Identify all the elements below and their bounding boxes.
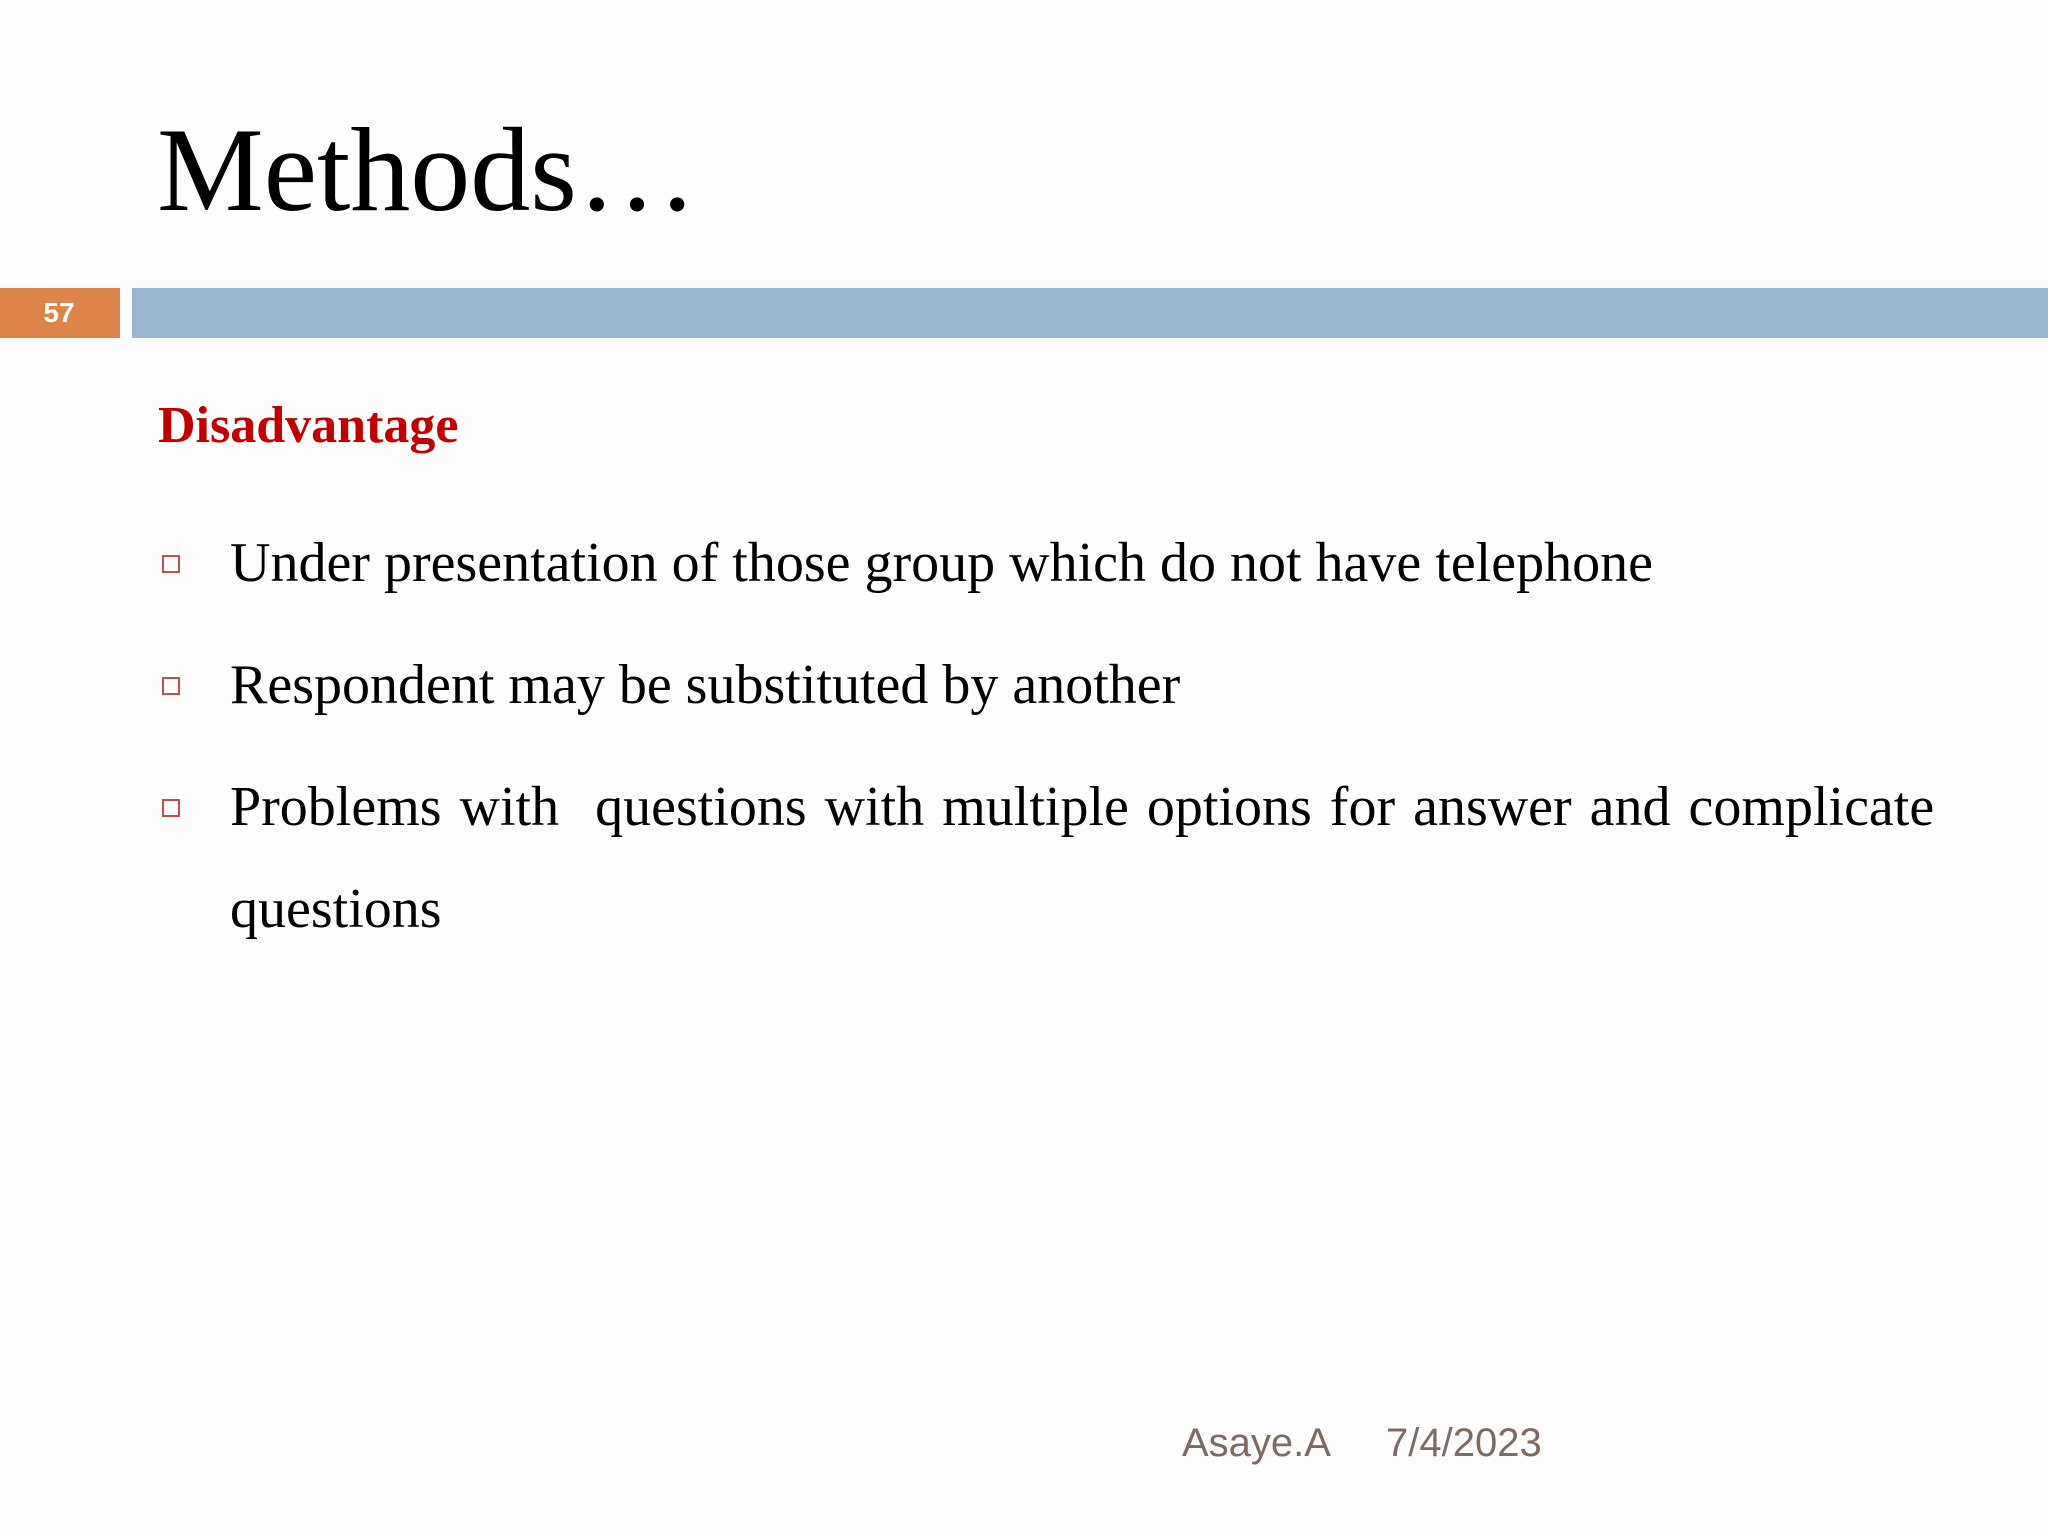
hollow-square-icon bbox=[162, 799, 180, 817]
hollow-square-icon bbox=[162, 555, 180, 573]
footer-date: 7/4/2023 bbox=[1386, 1421, 1542, 1465]
bullet-list bbox=[158, 512, 1958, 980]
page-number-badge bbox=[0, 288, 120, 338]
bullet-text: Problems with questions with multiple options for answer and complicate questions bbox=[230, 776, 1953, 940]
page-number: 57 bbox=[43, 297, 75, 328]
bullet-item bbox=[158, 756, 1958, 960]
bullet-item bbox=[158, 634, 1958, 736]
title-accent-bar bbox=[132, 288, 2048, 338]
slide-title: Methods… bbox=[157, 103, 697, 236]
bullet-item bbox=[158, 512, 1958, 614]
bullet-text: Respondent may be substituted by another bbox=[230, 654, 1181, 716]
section-heading: Disadvantage bbox=[158, 397, 459, 454]
bullet-text: Under presentation of those group which do not have telephone bbox=[230, 532, 1653, 594]
hollow-square-icon bbox=[162, 677, 180, 695]
footer-author: Asaye.A bbox=[1182, 1421, 1331, 1465]
